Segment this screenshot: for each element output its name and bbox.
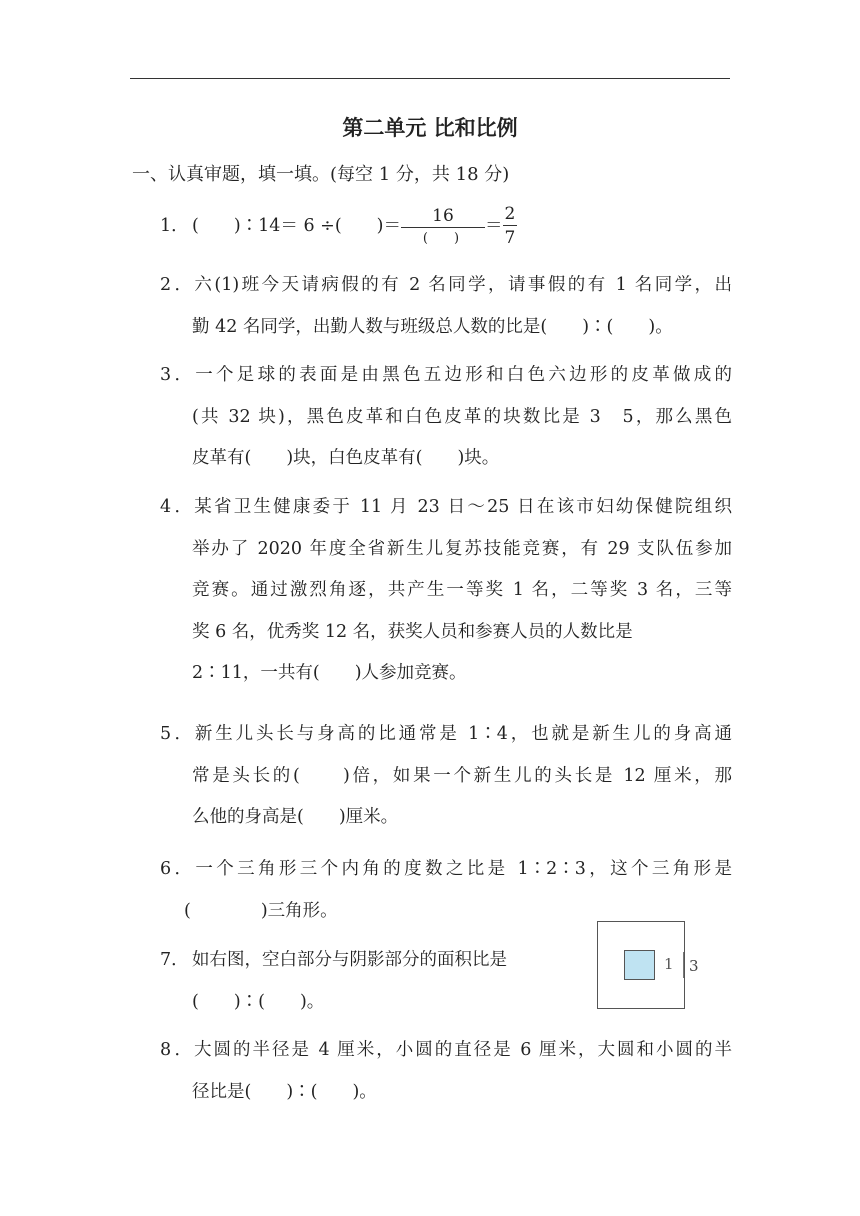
fraction-denominator-blank: ( ): [422, 231, 460, 246]
fraction-2-7: [503, 206, 518, 247]
dimension-tick: [683, 952, 684, 978]
question-line: ( )∶( )。: [192, 991, 325, 1012]
question-number: 3．: [160, 365, 192, 385]
question-line: 举办了 2020 年度全省新生儿复苏技能竞赛，有 29 支队伍参加: [192, 538, 732, 559]
question-line: 新生儿头长与身高的比通常是 1∶4，也就是新生儿的身高通: [192, 724, 732, 744]
question-line: 2∶11，一共有( )人参加竞赛。: [192, 663, 467, 683]
fraction-numerator: 2: [504, 204, 516, 224]
question-line: 么他的身高是( )厘米。: [192, 807, 399, 827]
question-6: [160, 849, 732, 932]
question-number: 1．: [160, 216, 189, 236]
outer-side-label: 3: [689, 957, 699, 975]
question-line: 竞赛。通过激烈角逐，共产生一等奖 1 名，二等奖 3 名，三等: [192, 580, 732, 600]
question-4: [160, 487, 732, 695]
fraction-16-blank: [401, 208, 485, 245]
question-number: 2．: [160, 275, 192, 295]
question-8: [160, 1030, 732, 1113]
question-line: 某省卫生健康委于 11 月 23 日～25 日在该市妇幼保健院组织: [192, 497, 732, 517]
question-line: 大圆的半径是 4 厘米，小圆的直径是 6 厘米，大圆和小圆的半: [192, 1040, 732, 1060]
equals-sign: ＝: [485, 216, 503, 236]
question-line: (共 32 块)，黑色皮革和白色皮革的块数比是 3 5，那么黑色: [192, 406, 732, 427]
question-line: 皮革有( )块，白色皮革有( )块。: [192, 448, 500, 468]
question-line: 径比是( )∶( )。: [192, 1081, 377, 1102]
question-2: [160, 265, 732, 348]
shaded-square: [624, 950, 655, 980]
fraction-numerator: 16: [401, 208, 485, 228]
question-number: 5．: [160, 724, 192, 744]
question-line: 如右图，空白部分与阴影部分的面积比是: [192, 950, 507, 970]
question-text: ( )∶14＝ 6 ÷( )＝: [192, 216, 401, 236]
question-line: 勤 42 名同学，出勤人数与班级总人数的比是( )∶( )。: [192, 316, 673, 337]
question-number: 8．: [160, 1040, 192, 1060]
question-number: 4．: [160, 497, 192, 517]
question-number: 7．: [160, 950, 189, 970]
fraction-denominator: 7: [504, 228, 516, 248]
question-7: [160, 940, 590, 1023]
question-number: 6．: [160, 859, 192, 879]
question-1: [160, 202, 732, 250]
question-3: [160, 355, 732, 480]
section-heading: 一、认真审题，填一填。(每空 1 分，共 18 分): [132, 164, 510, 185]
question-line: 常是头长的( )倍，如果一个新生儿的头长是 12 厘米，那: [192, 765, 732, 786]
question-5: [160, 714, 732, 839]
inner-side-label: 1: [664, 955, 674, 973]
question-line: 一个三角形三个内角的度数之比是 1∶2∶3，这个三角形是: [192, 859, 732, 879]
page-title: 第二单元 比和比例: [342, 116, 518, 140]
question-line: 六(1)班今天请病假的有 2 名同学，请事假的有 1 名同学，出: [192, 275, 732, 295]
question-line: ( )三角形。: [184, 900, 338, 921]
question-line: 一个足球的表面是由黑色五边形和白色六边形的皮革做成的: [192, 365, 732, 385]
header-rule: [130, 78, 730, 79]
question-line: 奖 6 名，优秀奖 12 名，获奖人员和参赛人员的人数比是: [192, 621, 633, 642]
